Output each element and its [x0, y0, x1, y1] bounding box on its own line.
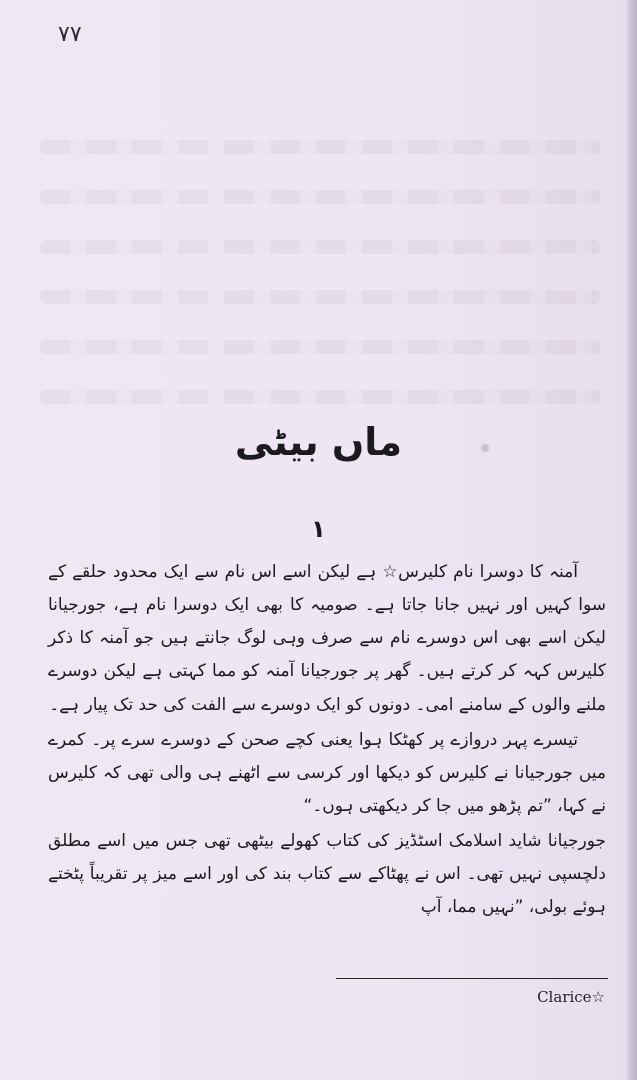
paper-speck — [481, 444, 489, 452]
bleed-through-line — [40, 140, 600, 154]
bleed-through-line — [40, 390, 600, 404]
body-text — [48, 556, 606, 927]
footnote-rule — [336, 978, 608, 979]
paragraph: جورجیانا شاید اسلامک اسٹڈیز کی کتاب کھولے بیٹھی تھی جس میں اسے مطلق دلچسپی نہیں تھی۔ اس نے پھٹاکے سے کتاب بند کی اور اسے میز پر تقریباً پٹختے ہوئے بولی، ”نہیں مما، آپ — [48, 831, 606, 918]
paragraph: تیسرے پہر دروازے پر کھٹکا ہوا یعنی کچے صحن کے دوسرے سرے پر۔ کمرے میں جورجیانا نے کلیرس کو دیکھا اور کرسی سے اٹھنے ہی والی تھی کہ کلیرس نے کہا، ”تم پڑھو میں جا کر دیکھتی ہوں۔“ — [48, 729, 606, 816]
footnote: Clarice☆ — [537, 988, 605, 1006]
bleed-through-line — [40, 240, 600, 254]
chapter-title: ماں بیٹی — [234, 420, 403, 464]
bleed-through-line — [40, 290, 600, 304]
page-number: ۷۷ — [58, 22, 82, 47]
paragraph: آمنہ کا دوسرا نام کلیرس☆ ہے لیکن اسے اس نام سے ایک محدود حلقے کے سوا کہیں اور نہیں جانا جاتا ہے۔ صومیہ کا بھی ایک دوسرا نام ہے، جورجیانا لیکن اسے بھی اس دوسرے نام سے صرف وہی لوگ جانتے ہیں جو آمنہ کا ذکر کلیرس کہہ کر کرتے ہیں۔ گھر پر جورجیانا آمنہ کو مما کہتی ہے لیکن دوسرے ملنے والوں کے سامنے امی۔ دونوں کو ایک دوسرے سے الفت کی حد تک پیار ہے۔ — [48, 562, 606, 715]
section-number: ۱ — [311, 515, 326, 543]
bleed-through-line — [40, 190, 600, 204]
bleed-through-line — [40, 340, 600, 354]
